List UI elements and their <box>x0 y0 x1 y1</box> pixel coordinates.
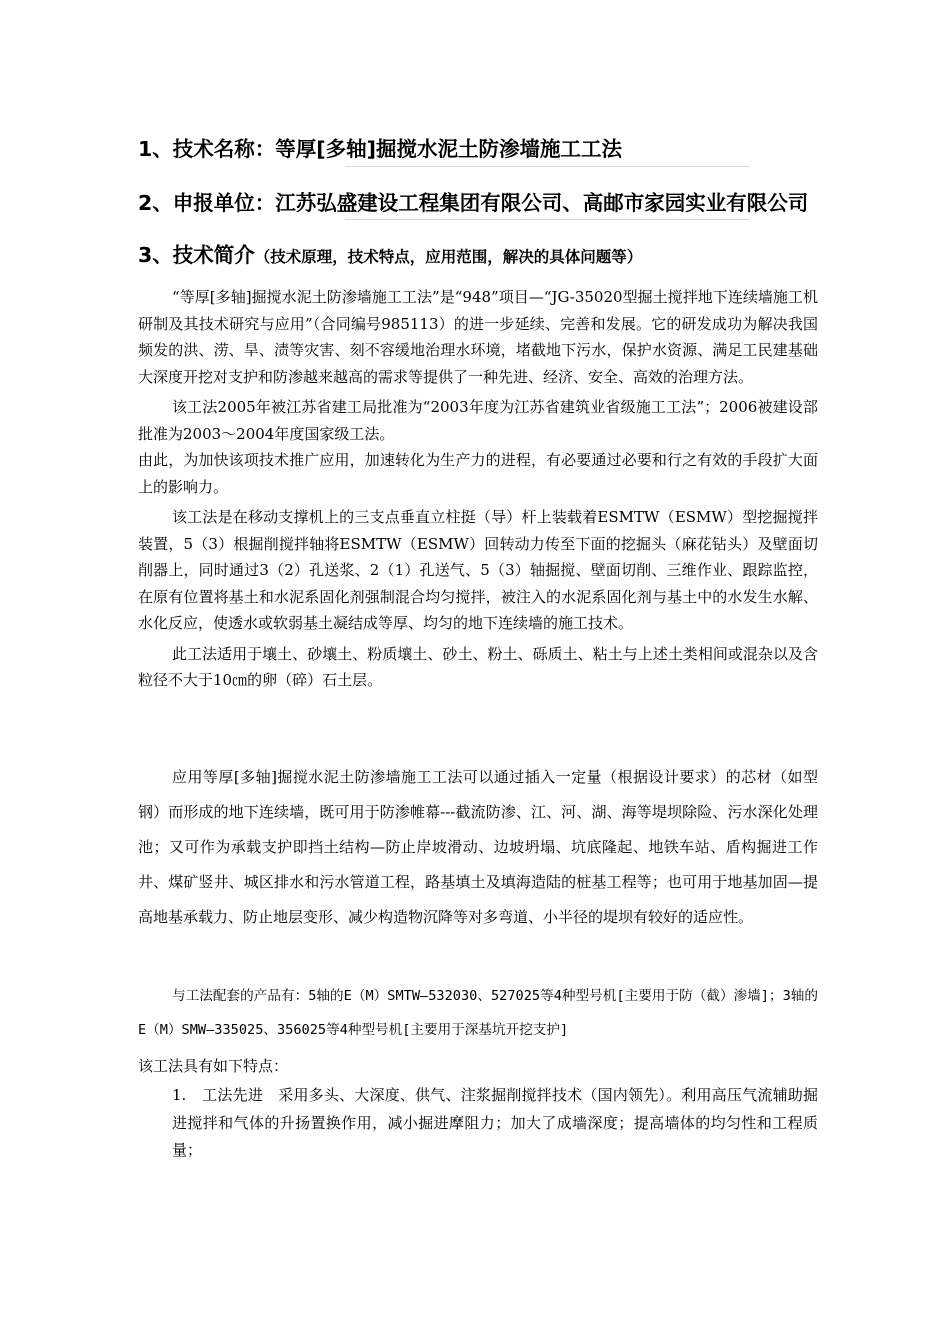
heading-tech-intro <box>138 238 642 268</box>
paragraph-products: 与工法配套的产品有：5轴的E（M）SMTW—532030、527025等4种型号机[主要用于防（截）渗墙]；3轴的E（M）SMW—335025、356025等4种型号机[主要用于深基坑开挖支护] <box>138 988 818 1038</box>
heading-tech-name: 1、技术名称：等厚[多轴]掘搅水泥土防渗墙施工工法 <box>138 137 623 161</box>
paragraph-origin: “等厚[多轴]掘搅水泥土防渗墙施工工法”是“948”项目—“JG-35020型掘土搅拌地下连续墙施工机研制及其技术研究与应用”（合同编号985113）的进一步延续、完善和发展。它的研发成功为解决我国频发的洪、涝、旱、渍等灾害、刻不容缓地治理水环境，堵截地下污水，保护水资源、满足工民建基础大深度开挖对支护和防渗越来越高的需求等提供了一种先进、经济、安全、高效的治理方法。 <box>138 288 818 386</box>
paragraph-principle: 该工法是在移动支撑机上的三支点垂直立柱挺（导）杆上装载着ESMTW（ESMW）型挖掘搅拌装置，5（3）根掘削搅拌轴将ESMTW（ESMW）回转动力传至下面的挖掘头（麻花钻头）及壁面切削器上，同时通过3（2）孔送浆、2（1）孔送气、5（3）轴掘搅、壁面切削、三维作业、跟踪监控，在原有位置将基土和水泥系固化剂强制混合均匀搅拌，被注入的水泥系固化剂与基土中的水发生水解、水化反应，使透水或软弱基土凝结成等厚、均匀的地下连续墙的施工技术。 <box>138 508 818 632</box>
heading-underline <box>345 219 750 220</box>
paragraph-promotion: 由此，为加快该项技术推广应用，加速转化为生产力的进程，有必要通过必要和行之有效的手段扩大面上的影响力。 <box>138 451 818 496</box>
list-item <box>172 1082 818 1165</box>
body-text <box>138 284 818 694</box>
list-item-number: 1. <box>172 1086 187 1104</box>
paragraph-soil-scope: 此工法适用于壤土、砂壤土、粉质壤土、砂土、粉土、砾质土、粘土与上述土类相间或混杂以及含粒径不大于10㎝的卵（碎）石土层。 <box>138 644 818 689</box>
paragraph-applications: 应用等厚[多轴]掘搅水泥土防渗墙施工工法可以通过插入一定量（根据设计要求）的芯材（如型钢）而形成的地下连续墙，既可用于防渗帷幕---截流防渗、江、河、湖、海等堤坝除险、污水深化处理池；又可作为承载支护即挡土结构—防止岸坡滑动、边坡坍塌、坑底隆起、地铁车站、盾构掘进工作井、煤矿竖井、城区排水和污水管道工程，路基填土及填海造陆的桩基工程等；也可用于地基加固—提高地基承载力、防止地层变形、减少构造物沉降等对多弯道、小半径的堤坝有较好的适应性。 <box>138 768 818 926</box>
heading-underline <box>345 166 750 167</box>
body-text-3 <box>138 979 818 1047</box>
body-text-4 <box>138 1053 818 1080</box>
paragraph-approval: 该工法2005年被江苏省建工局批准为“2003年度为江苏省建筑业省级施工工法”；2006被建设部批准为2003～2004年度国家级工法。 <box>138 398 818 443</box>
body-text-2 <box>138 760 818 935</box>
heading-applicant: 2、申报单位：江苏弘盛建设工程集团有限公司、高邮市家园实业有限公司 <box>138 191 809 215</box>
list-item-text: 工法先进 采用多头、大深度、供气、注浆掘削搅拌技术（国内领先）。利用高压气流辅助掘进搅拌和气体的升扬置换作用，减小掘进摩阻力；加大了成墙深度；提高墙体的均匀性和工程质量； <box>172 1086 818 1159</box>
heading-tech-intro-main: 3、技术简介 <box>138 243 255 267</box>
heading-tech-intro-sub: （技术原理，技术特点，应用范围，解决的具体问题等） <box>254 248 643 266</box>
paragraph-features-intro: 该工法具有如下特点： <box>138 1057 289 1075</box>
